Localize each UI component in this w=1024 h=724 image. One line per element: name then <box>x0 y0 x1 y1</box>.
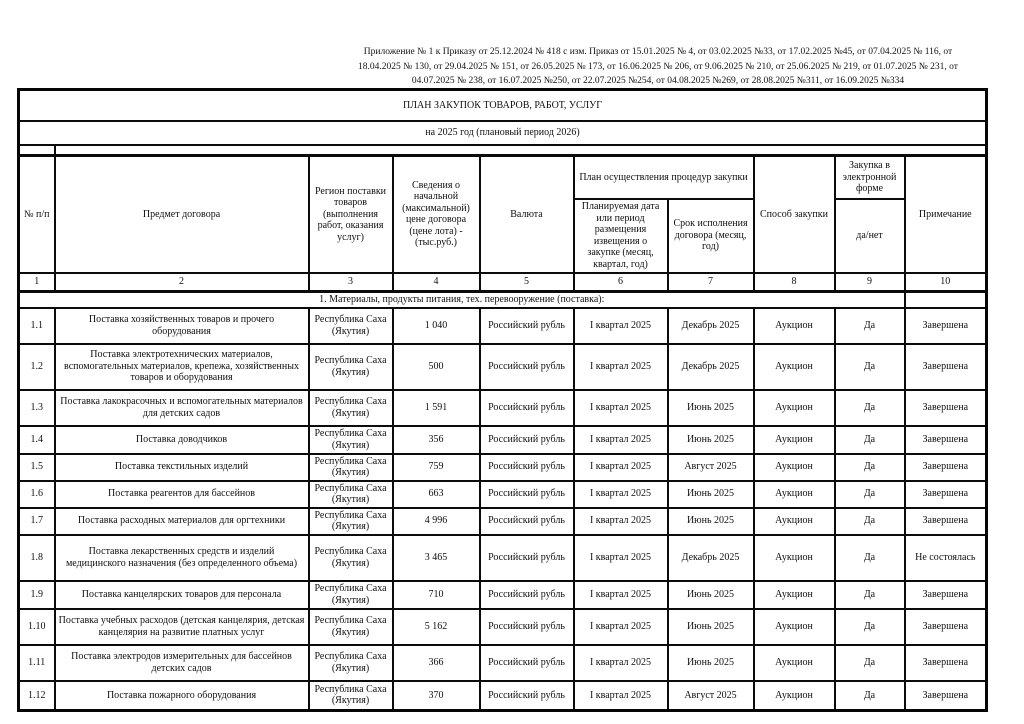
cell-electronic: Да <box>835 681 905 711</box>
col-header-notice-date: Планируемая дата или период размещения извещения о закупке (месяц, квартал, год) <box>574 199 668 273</box>
cell-note: Завершена <box>905 308 987 344</box>
annotation-line: Приложение № 1 к Приказу от 25.12.2024 № 418 с изм. Приказ от 15.01.2025 № 4, от 03.02.2025 №33, от 17.02.2025 №45, от 07.04.2025 № 116, от <box>363 47 953 57</box>
cell-region: Республика Саха (Якутия) <box>309 344 393 390</box>
table-row <box>19 308 987 344</box>
cell-price: 710 <box>393 581 480 609</box>
cell-region: Республика Саха (Якутия) <box>309 581 393 609</box>
title-row <box>19 90 987 122</box>
cell-subject: Поставка электротехнических материалов, вспомогательных материалов, крепежа, хозяйственных товаров и оборудования <box>55 344 309 390</box>
cell-price: 356 <box>393 426 480 454</box>
cell-electronic: Да <box>835 581 905 609</box>
col-number: 1 <box>19 273 55 292</box>
cell-electronic: Да <box>835 645 905 681</box>
section-row <box>19 291 987 308</box>
table-subtitle: на 2025 год (плановый период 2026) <box>19 121 987 145</box>
table-row <box>19 609 987 645</box>
cell-region: Республика Саха (Якутия) <box>309 681 393 711</box>
col-number: 3 <box>309 273 393 292</box>
col-header-region: Регион поставки товаров (выполнения работ, оказания услуг) <box>309 156 393 273</box>
cell-price: 500 <box>393 344 480 390</box>
cell-method: Аукцион <box>754 344 835 390</box>
cell-currency: Российский рубль <box>480 508 574 535</box>
table-row <box>19 645 987 681</box>
cell-subject: Поставка учебных расходов (детская канцелярия, детская канцелярия на развитие платных услуг <box>55 609 309 645</box>
table-row <box>19 581 987 609</box>
cell-num: 1.6 <box>19 481 55 508</box>
cell-currency: Российский рубль <box>480 645 574 681</box>
cell-notice-date: I квартал 2025 <box>574 535 668 581</box>
procurement-plan-table <box>17 88 988 712</box>
cell-price: 1 591 <box>393 390 480 426</box>
cell-note: Завершена <box>905 645 987 681</box>
cell-subject: Поставка реагентов для бассейнов <box>55 481 309 508</box>
cell-note: Завершена <box>905 581 987 609</box>
cell-num: 1.7 <box>19 508 55 535</box>
table-row <box>19 426 987 454</box>
cell-notice-date: I квартал 2025 <box>574 508 668 535</box>
cell-currency: Российский рубль <box>480 481 574 508</box>
table-title: ПЛАН ЗАКУПОК ТОВАРОВ, РАБОТ, УСЛУГ <box>19 90 987 122</box>
col-number: 2 <box>55 273 309 292</box>
cell-method: Аукцион <box>754 609 835 645</box>
cell-electronic: Да <box>835 508 905 535</box>
cell-method: Аукцион <box>754 454 835 481</box>
table-row <box>19 481 987 508</box>
cell-price: 759 <box>393 454 480 481</box>
section-header-empty-cell <box>905 291 987 308</box>
cell-region: Республика Саха (Якутия) <box>309 481 393 508</box>
cell-method: Аукцион <box>754 390 835 426</box>
col-header-electronic: Закупка в электронной форме <box>835 156 905 199</box>
cell-region: Республика Саха (Якутия) <box>309 454 393 481</box>
cell-electronic: Да <box>835 609 905 645</box>
cell-note: Завершена <box>905 681 987 711</box>
cell-term: Август 2025 <box>668 681 754 711</box>
cell-subject: Поставка канцелярских товаров для персонала <box>55 581 309 609</box>
cell-electronic: Да <box>835 426 905 454</box>
cell-notice-date: I квартал 2025 <box>574 308 668 344</box>
cell-method: Аукцион <box>754 645 835 681</box>
col-number: 4 <box>393 273 480 292</box>
cell-term: Август 2025 <box>668 454 754 481</box>
cell-currency: Российский рубль <box>480 308 574 344</box>
cell-note: Завершена <box>905 344 987 390</box>
cell-electronic: Да <box>835 535 905 581</box>
cell-region: Республика Саха (Якутия) <box>309 308 393 344</box>
cell-term: Декабрь 2025 <box>668 535 754 581</box>
cell-price: 3 465 <box>393 535 480 581</box>
cell-region: Республика Саха (Якутия) <box>309 535 393 581</box>
cell-electronic: Да <box>835 308 905 344</box>
cell-electronic: Да <box>835 344 905 390</box>
cell-subject: Поставка электродов измерительных для бассейнов детских садов <box>55 645 309 681</box>
cell-num: 1.9 <box>19 581 55 609</box>
column-numbers-row <box>19 273 987 292</box>
table-row <box>19 508 987 535</box>
cell-num: 1.5 <box>19 454 55 481</box>
cell-term: Июнь 2025 <box>668 390 754 426</box>
cell-term: Июнь 2025 <box>668 645 754 681</box>
cell-price: 4 996 <box>393 508 480 535</box>
cell-subject: Поставка текстильных изделий <box>55 454 309 481</box>
col-number: 7 <box>668 273 754 292</box>
cell-note: Завершена <box>905 481 987 508</box>
cell-num: 1.8 <box>19 535 55 581</box>
cell-region: Республика Саха (Якутия) <box>309 609 393 645</box>
cell-method: Аукцион <box>754 481 835 508</box>
section-header: 1. Материалы, продукты питания, тех. перевооружение (поставка): <box>19 291 905 308</box>
table-row <box>19 390 987 426</box>
cell-currency: Российский рубль <box>480 581 574 609</box>
col-header-plan-group: План осуществления процедур закупки <box>574 156 754 199</box>
cell-region: Республика Саха (Якутия) <box>309 390 393 426</box>
cell-electronic: Да <box>835 390 905 426</box>
col-header-num: № п/п <box>19 156 55 273</box>
cell-notice-date: I квартал 2025 <box>574 609 668 645</box>
spacer-cell <box>19 145 55 156</box>
cell-num: 1.10 <box>19 609 55 645</box>
cell-electronic: Да <box>835 454 905 481</box>
cell-subject: Поставка лекарственных средств и изделий медицинского назначения (без определенного объема) <box>55 535 309 581</box>
cell-region: Республика Саха (Якутия) <box>309 508 393 535</box>
cell-method: Аукцион <box>754 535 835 581</box>
annotation-line: 18.04.2025 № 130, от 29.04.2025 № 151, от 26.05.2025 № 173, от 16.06.2025 № 206, от 9.06.2025 № 210, от 25.06.2025 № 219, от 01.07.2025 № 231, от <box>358 61 958 72</box>
cell-note: Завершена <box>905 454 987 481</box>
cell-price: 663 <box>393 481 480 508</box>
cell-num: 1.4 <box>19 426 55 454</box>
col-number: 6 <box>574 273 668 292</box>
cell-subject: Поставка пожарного оборудования <box>55 681 309 711</box>
cell-subject: Поставка доводчиков <box>55 426 309 454</box>
cell-price: 370 <box>393 681 480 711</box>
cell-region: Республика Саха (Якутия) <box>309 426 393 454</box>
cell-num: 1.2 <box>19 344 55 390</box>
spacer-cell <box>55 145 987 156</box>
cell-note: Завершена <box>905 508 987 535</box>
cell-term: Июнь 2025 <box>668 426 754 454</box>
cell-method: Аукцион <box>754 681 835 711</box>
cell-method: Аукцион <box>754 308 835 344</box>
cell-term: Июнь 2025 <box>668 609 754 645</box>
col-header-electronic-yn: да/нет <box>835 199 905 273</box>
col-header-currency: Валюта <box>480 156 574 273</box>
col-number: 9 <box>835 273 905 292</box>
table-body <box>19 308 987 711</box>
cell-term: Июнь 2025 <box>668 508 754 535</box>
cell-currency: Российский рубль <box>480 390 574 426</box>
cell-method: Аукцион <box>754 426 835 454</box>
cell-num: 1.12 <box>19 681 55 711</box>
cell-note: Завершена <box>905 426 987 454</box>
cell-subject: Поставка расходных материалов для оргтехники <box>55 508 309 535</box>
cell-notice-date: I квартал 2025 <box>574 581 668 609</box>
cell-currency: Российский рубль <box>480 681 574 711</box>
cell-notice-date: I квартал 2025 <box>574 426 668 454</box>
cell-currency: Российский рубль <box>480 454 574 481</box>
col-header-note: Примечание <box>905 156 987 273</box>
cell-num: 1.3 <box>19 390 55 426</box>
cell-method: Аукцион <box>754 581 835 609</box>
col-number: 8 <box>754 273 835 292</box>
col-number: 10 <box>905 273 987 292</box>
subtitle-row <box>19 121 987 145</box>
cell-region: Республика Саха (Якутия) <box>309 645 393 681</box>
cell-term: Декабрь 2025 <box>668 344 754 390</box>
cell-subject: Поставка хозяйственных товаров и прочего оборудования <box>55 308 309 344</box>
cell-term: Июнь 2025 <box>668 481 754 508</box>
cell-notice-date: I квартал 2025 <box>574 645 668 681</box>
table-row <box>19 681 987 711</box>
cell-term: Декабрь 2025 <box>668 308 754 344</box>
cell-term: Июнь 2025 <box>668 581 754 609</box>
cell-notice-date: I квартал 2025 <box>574 344 668 390</box>
table-row <box>19 344 987 390</box>
cell-subject: Поставка лакокрасочных и вспомогательных материалов для детских садов <box>55 390 309 426</box>
cell-method: Аукцион <box>754 508 835 535</box>
col-header-method: Способ закупки <box>754 156 835 273</box>
col-number: 5 <box>480 273 574 292</box>
order-annotation <box>300 45 1016 89</box>
col-header-term: Срок исполнения договора (месяц, год) <box>668 199 754 273</box>
spacer-row <box>19 145 987 156</box>
cell-note: Не состоялась <box>905 535 987 581</box>
cell-notice-date: I квартал 2025 <box>574 481 668 508</box>
cell-currency: Российский рубль <box>480 609 574 645</box>
header-row-top <box>19 156 987 199</box>
cell-price: 366 <box>393 645 480 681</box>
cell-num: 1.1 <box>19 308 55 344</box>
cell-electronic: Да <box>835 481 905 508</box>
cell-currency: Российский рубль <box>480 426 574 454</box>
cell-notice-date: I квартал 2025 <box>574 390 668 426</box>
cell-num: 1.11 <box>19 645 55 681</box>
cell-note: Завершена <box>905 609 987 645</box>
cell-notice-date: I квартал 2025 <box>574 681 668 711</box>
table-row <box>19 454 987 481</box>
cell-currency: Российский рубль <box>480 535 574 581</box>
cell-note: Завершена <box>905 390 987 426</box>
table-row <box>19 535 987 581</box>
col-header-price: Сведения о начальной (максимальной) цене договора (цене лота) - (тыс.руб.) <box>393 156 480 273</box>
col-header-subject: Предмет договора <box>55 156 309 273</box>
cell-currency: Российский рубль <box>480 344 574 390</box>
cell-price: 5 162 <box>393 609 480 645</box>
cell-notice-date: I квартал 2025 <box>574 454 668 481</box>
annotation-line: 04.07.2025 № 238, от 16.07.2025 №250, от 22.07.2025 №254, от 04.08.2025 №269, от 28.08.2025 №311, от 16.09.2025 №334 <box>411 76 905 86</box>
cell-price: 1 040 <box>393 308 480 344</box>
